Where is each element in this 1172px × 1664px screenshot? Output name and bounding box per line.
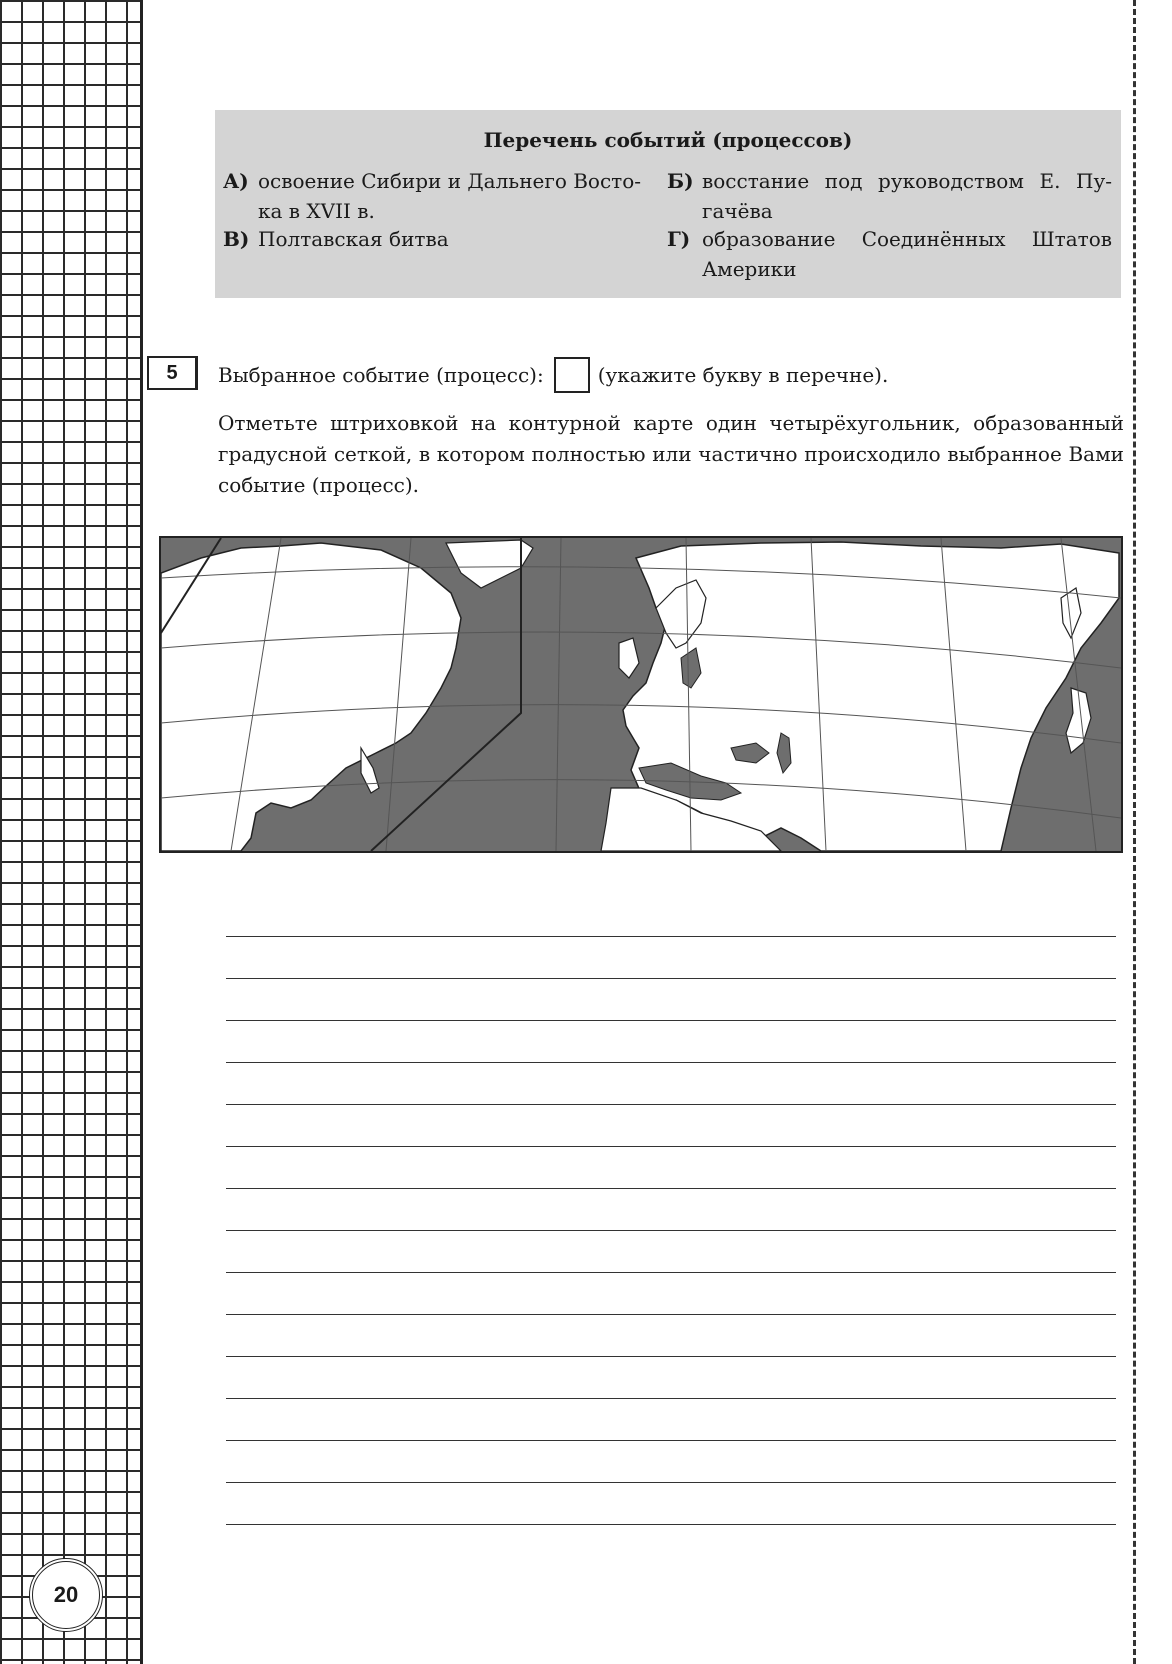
graph-paper-strip — [0, 0, 143, 1664]
event-item-v: В) Полтавская битва — [223, 227, 449, 251]
page-number: 20 — [29, 1558, 103, 1632]
contour-map[interactable] — [159, 536, 1123, 853]
answer-line[interactable] — [226, 1357, 1116, 1399]
event-item-g: Г) образование Соединённых Штатов Америки — [667, 227, 1112, 281]
answer-lines[interactable] — [226, 895, 1116, 1525]
answer-line[interactable] — [226, 1273, 1116, 1315]
cut-line — [1133, 0, 1136, 1664]
answer-line[interactable] — [226, 1399, 1116, 1441]
answer-line[interactable] — [226, 1063, 1116, 1105]
contour-map-drawing — [161, 538, 1121, 851]
answer-line[interactable] — [226, 937, 1116, 979]
answer-box[interactable] — [554, 357, 590, 393]
event-item-b: Б) восстание под руководством Е. Пу-гачёва — [667, 169, 1112, 223]
answer-line[interactable] — [226, 1231, 1116, 1273]
events-list-box — [215, 110, 1121, 298]
answer-line[interactable] — [226, 1483, 1116, 1525]
chosen-event-row — [218, 357, 888, 393]
answer-line[interactable] — [226, 1147, 1116, 1189]
event-item-a: А) освоение Сибири и Дальнего Восто-ка в XVII в. — [223, 169, 642, 223]
chosen-event-label: Выбранное событие (процесс): — [218, 363, 544, 387]
chosen-event-hint: (укажите букву в перечне). — [597, 363, 889, 387]
events-list-title: Перечень событий (процессов) — [483, 128, 853, 152]
task-instruction: Отметьте штриховкой на контурной карте один четырёхугольник, образованный градусной сеткой, в котором полностью или частично происходило выбранное Вами событие (процесс). — [218, 411, 1124, 497]
answer-line[interactable] — [226, 1189, 1116, 1231]
answer-line[interactable] — [226, 1441, 1116, 1483]
answer-line[interactable] — [226, 1021, 1116, 1063]
task-number: 5 — [147, 356, 198, 390]
answer-line[interactable] — [226, 1105, 1116, 1147]
answer-line[interactable] — [226, 895, 1116, 937]
answer-line[interactable] — [226, 1315, 1116, 1357]
answer-line[interactable] — [226, 979, 1116, 1021]
